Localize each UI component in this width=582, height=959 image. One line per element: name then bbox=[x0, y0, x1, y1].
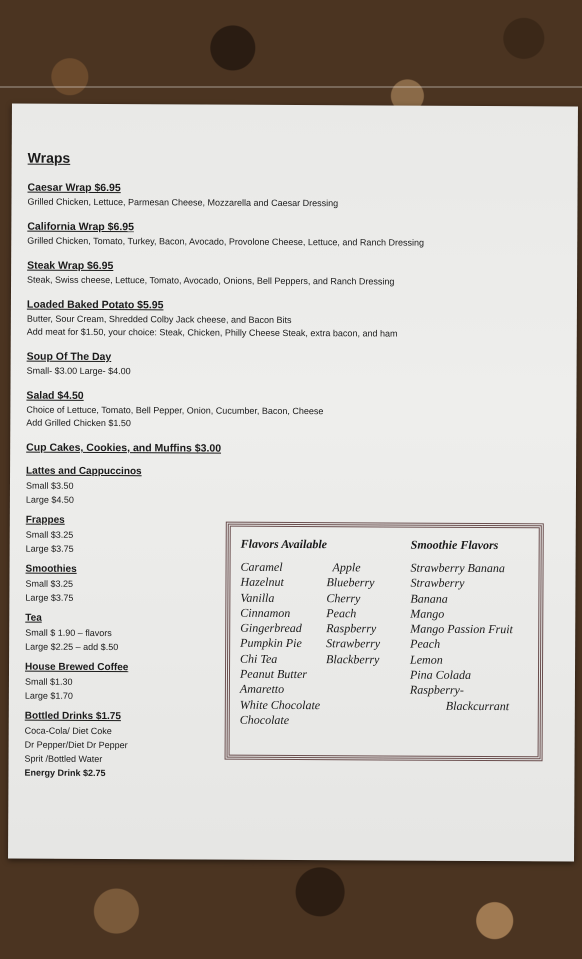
item-desc: Choice of Lettuce, Tomato, Bell Pepper, Onion, Cucumber, Bacon, Cheese bbox=[26, 404, 324, 417]
item-desc: Butter, Sour Cream, Shredded Colby Jack cheese, and Bacon Bits bbox=[26, 313, 292, 325]
item-name: Frappes bbox=[25, 514, 65, 526]
item-name: Steak Wrap $6.95 bbox=[27, 259, 114, 273]
menu-item bbox=[26, 442, 546, 457]
smoothie-item: Blackcurrant bbox=[445, 698, 510, 713]
flavor-item: Cherry bbox=[326, 590, 361, 605]
flavor-item: White Chocolate bbox=[239, 697, 321, 712]
item-name: Bottled Drinks $1.75 bbox=[24, 710, 121, 723]
flavor-item: Amaretto bbox=[239, 682, 285, 697]
smoothie-item: Mango Passion Fruit bbox=[410, 621, 513, 637]
smoothie-item: Raspberry- bbox=[409, 682, 464, 698]
item-name: Loaded Baked Potato $5.95 bbox=[26, 298, 164, 312]
flavor-item: Apple bbox=[332, 560, 361, 575]
flavor-item: Hazelnut bbox=[240, 575, 284, 590]
menu-item bbox=[26, 390, 546, 433]
smoothie-item: Banana bbox=[410, 591, 448, 606]
item-desc: Steak, Swiss cheese, Lettuce, Tomato, Avocado, Onions, Bell Peppers, and Ranch Dressing bbox=[27, 274, 395, 287]
flavor-item: Vanilla bbox=[240, 590, 275, 605]
smoothie-item: Strawberry Banana bbox=[410, 560, 505, 576]
flavor-item: Raspberry bbox=[326, 621, 377, 636]
menu-title: Wraps bbox=[27, 149, 71, 166]
smoothie-item: Pina Colada bbox=[409, 667, 472, 683]
item-name: Lattes and Cappuccinos bbox=[26, 465, 142, 478]
item-desc: Sprit /Bottled Water bbox=[24, 753, 103, 765]
item-name: Cup Cakes, Cookies, and Muffins $3.00 bbox=[26, 441, 222, 455]
drink-item bbox=[26, 466, 546, 510]
item-desc: Large $4.50 bbox=[25, 494, 74, 505]
smoothie-header: Smoothie Flavors bbox=[410, 537, 499, 553]
menu-item bbox=[27, 221, 547, 251]
flavors-header: Flavors Available bbox=[240, 536, 328, 552]
item-name: Salad $4.50 bbox=[26, 389, 84, 402]
flavor-box bbox=[225, 522, 544, 762]
item-name: Soup Of The Day bbox=[26, 350, 112, 364]
item-desc: Dr Pepper/Diet Dr Pepper bbox=[24, 739, 128, 751]
smoothie-item: Peach bbox=[410, 637, 441, 652]
item-desc: Large $2.25 – add $.50 bbox=[25, 641, 119, 653]
item-desc: Small $3.50 bbox=[25, 480, 74, 491]
item-desc: Add meat for $1.50, your choice: Steak, Chicken, Philly Cheese Steak, extra bacon, and ham bbox=[26, 326, 398, 339]
item-desc: Small $3.25 bbox=[25, 578, 74, 589]
flavor-item: Strawberry bbox=[326, 636, 381, 651]
flavor-item: Peach bbox=[326, 606, 357, 621]
flavor-item: Chi Tea bbox=[240, 651, 278, 666]
flavor-item: Caramel bbox=[240, 559, 283, 574]
item-name: Caesar Wrap $6.95 bbox=[27, 181, 121, 195]
item-desc: Large $1.70 bbox=[24, 690, 73, 701]
flavor-item: Blackberry bbox=[326, 651, 380, 667]
flavor-item: Gingerbread bbox=[240, 620, 302, 636]
flavor-item: Peanut Butter bbox=[239, 666, 308, 682]
smoothie-item: Mango bbox=[410, 606, 445, 621]
item-desc: Grilled Chicken, Tomato, Turkey, Bacon, Avocado, Provolone Cheese, Lettuce, and Ranch Dressing bbox=[27, 235, 425, 248]
flavor-column bbox=[240, 560, 321, 729]
menu-item bbox=[27, 260, 547, 290]
item-desc: Large $3.75 bbox=[25, 592, 74, 603]
item-desc: Small- $3.00 Large- $4.00 bbox=[26, 365, 131, 377]
item-desc: Coca-Cola/ Diet Coke bbox=[24, 725, 112, 737]
smoothie-item: Strawberry bbox=[410, 575, 465, 591]
flavor-item: Pumpkin Pie bbox=[240, 636, 302, 651]
menu-item bbox=[27, 299, 547, 342]
flavor-item: Blueberry bbox=[326, 575, 375, 590]
flavor-column bbox=[326, 560, 381, 667]
item-desc: Small $3.25 bbox=[25, 529, 74, 540]
menu-sheet bbox=[8, 104, 578, 862]
item-name: Tea bbox=[25, 612, 42, 624]
item-name: Smoothies bbox=[25, 563, 77, 575]
smoothie-column bbox=[410, 561, 513, 715]
item-name: House Brewed Coffee bbox=[25, 661, 129, 674]
menu-item bbox=[27, 182, 547, 212]
item-desc: Large $3.75 bbox=[25, 543, 74, 554]
flavor-item: Cinnamon bbox=[240, 605, 291, 620]
item-desc: Energy Drink $2.75 bbox=[24, 767, 106, 779]
item-desc: Small $1.30 bbox=[24, 676, 73, 687]
item-desc: Add Grilled Chicken $1.50 bbox=[26, 417, 131, 429]
smoothie-item: Lemon bbox=[410, 652, 443, 667]
menu-item bbox=[27, 351, 547, 381]
item-desc: Small $ 1.90 – flavors bbox=[25, 627, 112, 639]
item-desc: Grilled Chicken, Lettuce, Parmesan Cheese, Mozzarella and Caesar Dressing bbox=[27, 196, 339, 209]
item-name: California Wrap $6.95 bbox=[27, 220, 134, 234]
flavor-item: Chocolate bbox=[239, 712, 290, 727]
plastic-sleeve-edge bbox=[0, 86, 582, 88]
